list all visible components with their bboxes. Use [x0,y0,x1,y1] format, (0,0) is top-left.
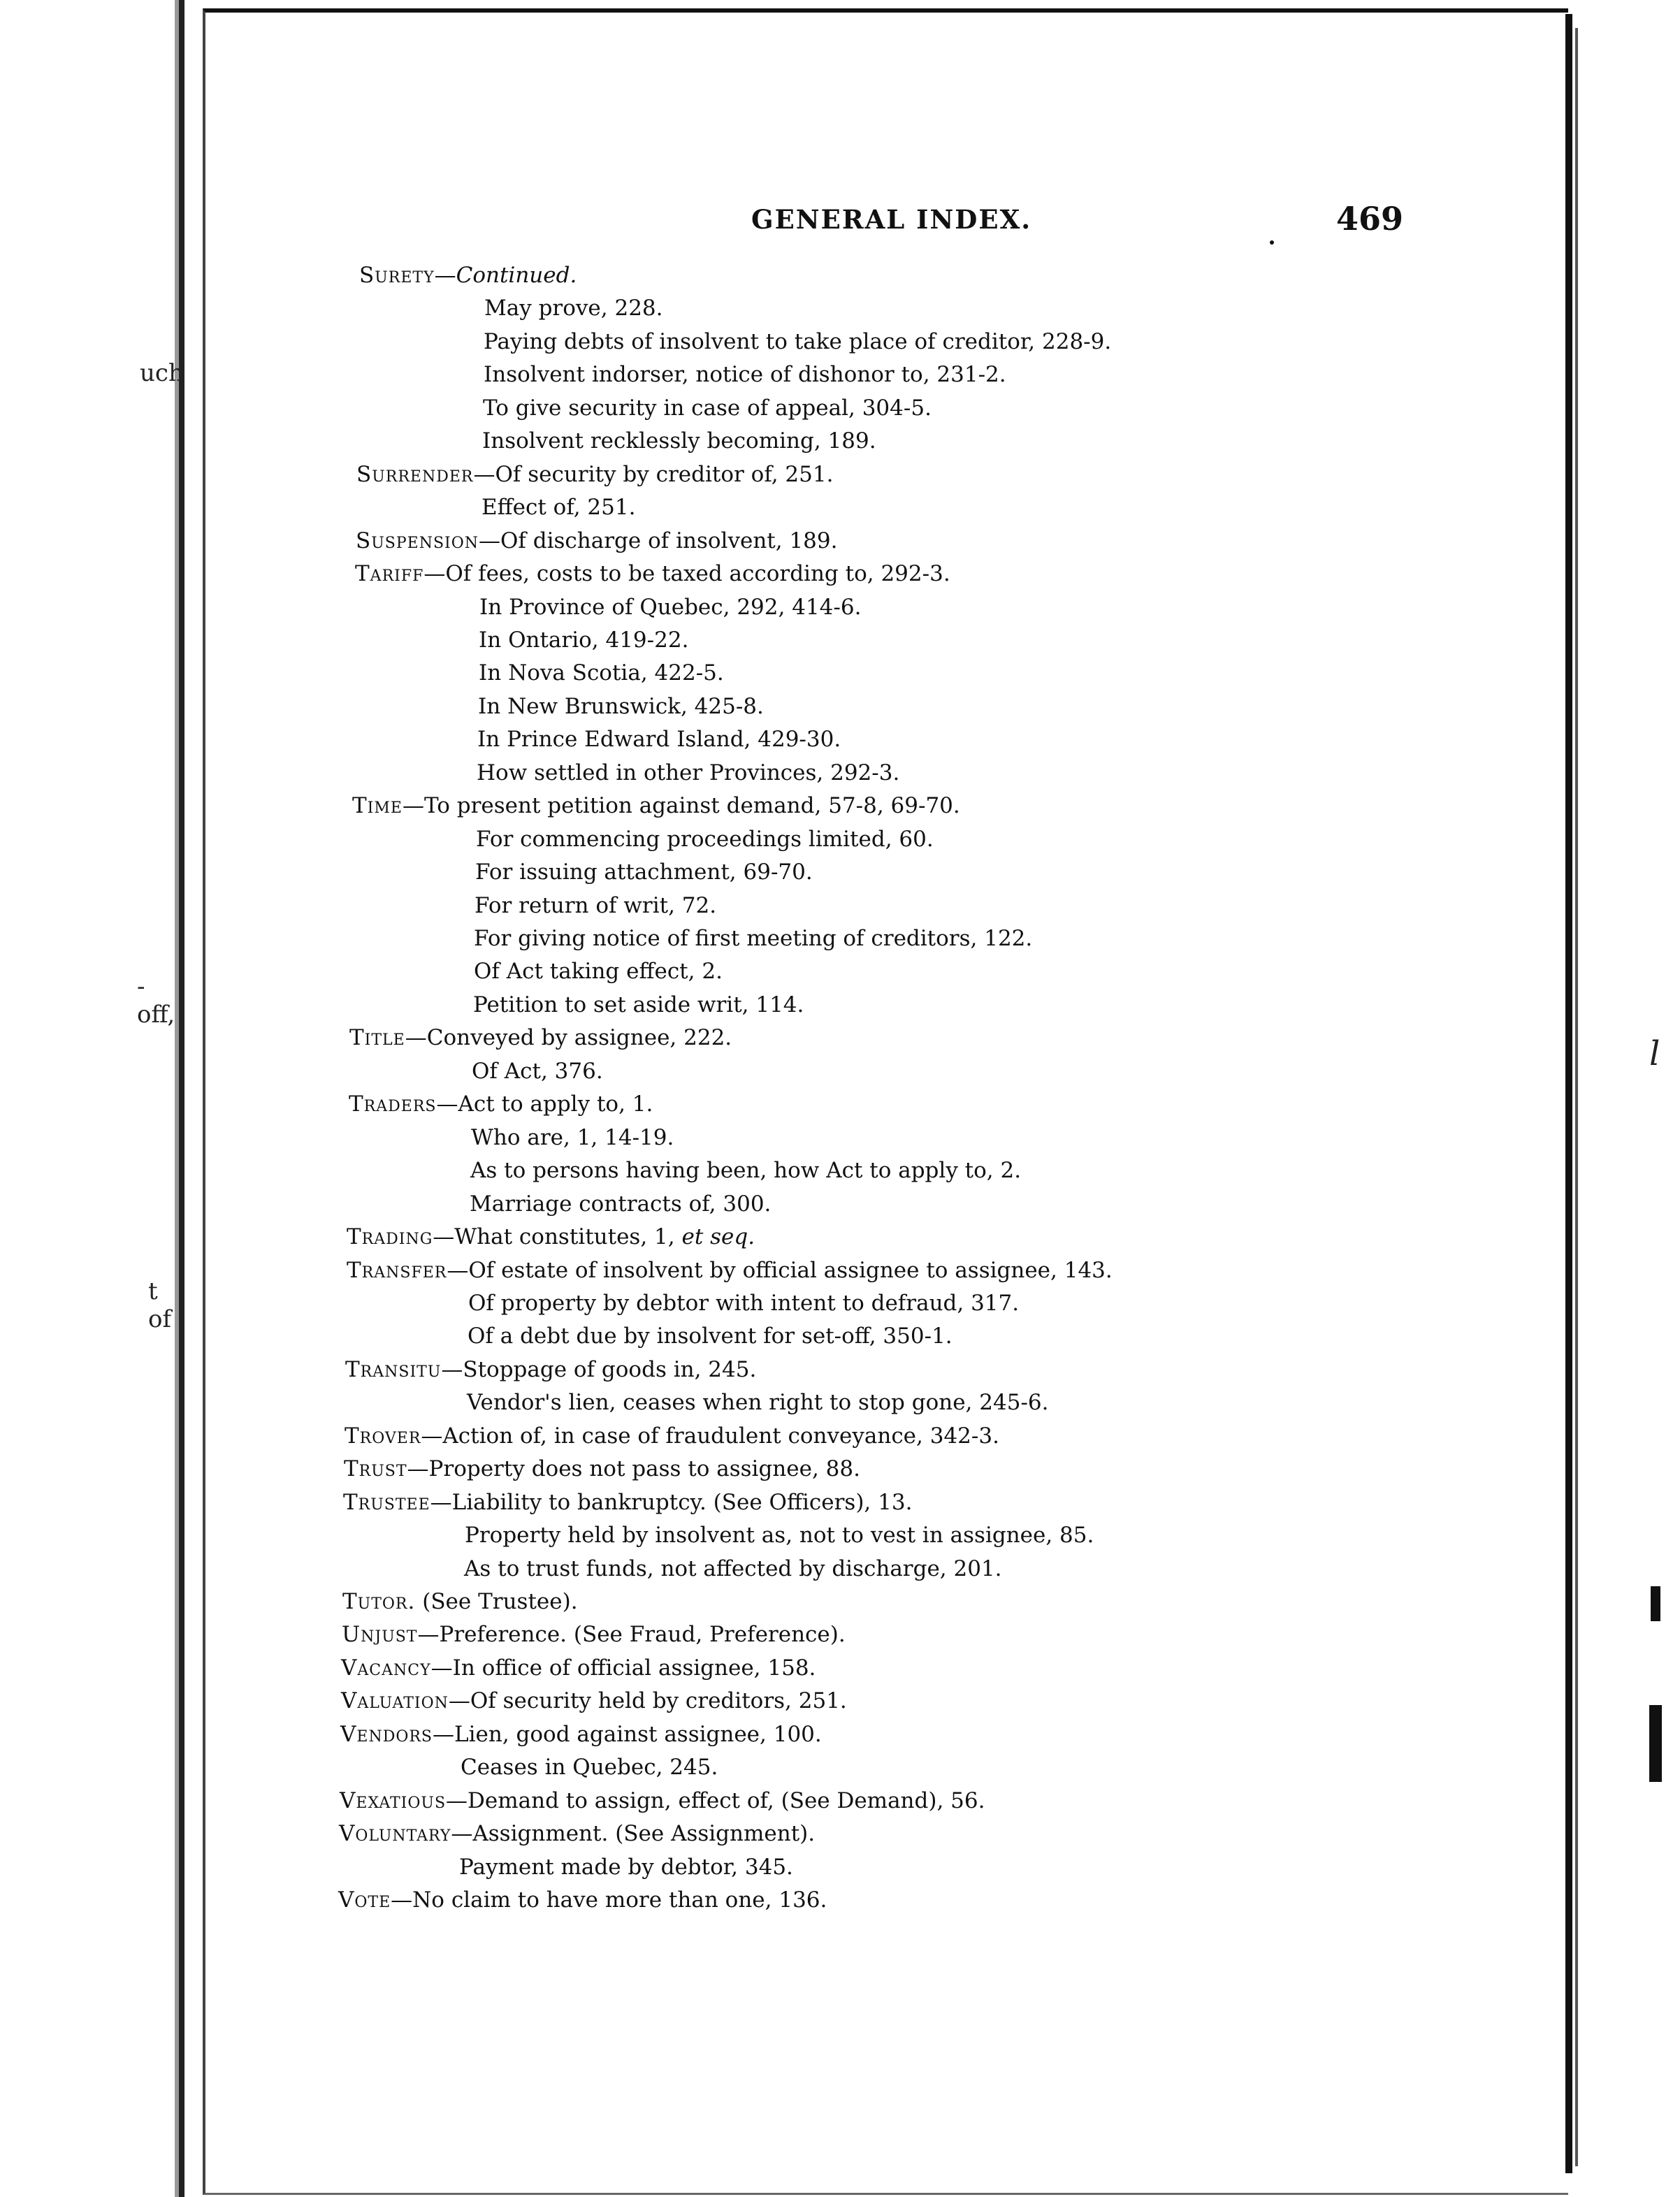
index-text: As to persons having been, how Act to apply to, 2. [470,1158,1022,1183]
term-dash: — [405,1025,427,1050]
index-text: Marriage contracts of, 300. [470,1191,772,1217]
index-term: Vexatious [340,1788,447,1813]
index-text: No claim to have more than one, 136. [412,1887,827,1913]
index-subentry [473,991,804,1019]
term-dash: — [441,1357,463,1382]
index-term: Trustee [343,1490,430,1515]
index-term: Unjust [342,1622,418,1647]
index-subentry [478,693,764,720]
margin-fragment: t of [148,1277,172,1333]
term-dash: — [391,1887,413,1913]
index-entry [341,1654,816,1682]
index-italic-text: et seq. [681,1224,755,1249]
index-subentry [476,825,934,853]
index-subentry [468,1289,1019,1317]
term-dash: — [430,1655,453,1681]
term-dash: — [407,1456,429,1481]
index-subentry [481,493,635,521]
stray-mark: l [1649,1034,1660,1073]
index-text: Act to apply to, 1. [458,1092,653,1117]
index-text: (See Trustee). [422,1589,578,1614]
index-entry [344,1455,860,1483]
index-subentry [484,294,663,322]
index-subentry [475,858,813,886]
stray-mark [1649,1705,1662,1782]
margin-fragment: -off, [137,973,175,1029]
index-text: Of fees, costs to be taxed according to, 292-3. [445,561,950,586]
index-text: Of a debt due by insolvent for set-off, 350-1. [468,1324,953,1349]
page-number: 469 [1336,200,1404,238]
index-subentry [479,659,724,687]
index-text: Of discharge of insolvent, 189. [500,528,838,553]
index-entry [355,560,950,588]
stray-dot [1270,240,1274,245]
index-subentry [477,725,841,753]
index-text: In New Brunswick, 425-8. [478,694,764,719]
index-text: Stoppage of goods in, 245. [463,1357,757,1382]
index-text: Of Act taking effect, 2. [474,959,723,984]
index-text: Ceases in Quebec, 245. [461,1755,718,1780]
index-text: For giving notice of first meeting of creditors, 122. [474,926,1033,951]
index-subentry [479,593,861,621]
term-dash: — [402,793,424,818]
index-term: Surrender [356,462,474,487]
index-entry [340,1787,985,1815]
index-text: Liability to bankruptcy. (See Officers), 13. [451,1490,913,1515]
index-entry [338,1886,827,1914]
index-text: Payment made by debtor, 345. [459,1855,793,1880]
index-text: For return of writ, 72. [475,893,717,918]
index-text: Who are, 1, 14-19. [471,1125,674,1150]
index-term: Tutor. [342,1589,416,1614]
index-entry [359,261,577,289]
index-term: Transfer [347,1258,447,1283]
index-entry [356,527,837,555]
page-edge-shadow [1565,14,1572,2173]
index-text: Paying debts of insolvent to take place of creditor, 228-9. [484,329,1112,354]
term-dash: — [433,1722,455,1747]
index-term: Trover [345,1423,421,1449]
index-text: Preference. (See Fraud, Preference). [439,1622,846,1647]
index-subentry [475,892,716,920]
index-text: To give security in case of appeal, 304-5. [483,396,932,421]
index-text: Petition to set aside writ, 114. [473,992,804,1017]
index-term: Traders [349,1092,437,1117]
margin-fragment: uch [140,359,184,387]
index-text: Of security by creditor of, 251. [495,462,834,487]
index-subentry [470,1156,1021,1184]
index-subentry [484,361,1006,389]
index-entry [341,1687,847,1715]
index-term: Vote [338,1887,391,1913]
index-entry [340,1720,822,1748]
term-dash [415,1589,422,1614]
index-term: Vendors [340,1722,433,1747]
index-subentry [479,626,688,654]
index-text: Insolvent indorser, notice of dishonor to, 231-2. [484,362,1006,387]
index-text: In Ontario, 419-22. [479,628,689,653]
index-text: In Province of Quebec, 292, 414-6. [479,595,862,620]
index-term: Vacancy [341,1655,431,1681]
index-text: Insolvent recklessly becoming, 189. [482,428,876,454]
index-subentry [465,1521,1094,1549]
index-subentry [459,1853,793,1881]
index-entry [349,1024,732,1052]
term-dash: — [421,1423,443,1449]
term-dash: — [434,263,456,288]
index-text: Of Act, 376. [472,1059,603,1084]
index-entry [345,1422,999,1450]
index-entry [342,1588,578,1616]
index-entry [349,1090,653,1118]
term-dash: — [417,1622,440,1647]
index-subentry [474,925,1032,952]
index-term: Title [349,1025,405,1050]
index-text: Conveyed by assignee, 222. [426,1025,732,1050]
term-dash: — [430,1490,452,1515]
index-text: What constitutes, 1, [454,1224,682,1249]
index-subentry [468,1322,953,1350]
facing-page-edge [0,0,184,2197]
term-dash: — [423,561,446,586]
index-term: Time [352,793,403,818]
page-edge-shadow [1575,28,1578,2166]
index-subentry [461,1753,718,1781]
stray-mark [1651,1586,1660,1621]
index-text: For commencing proceedings limited, 60. [476,827,934,852]
index-text: To present petition against demand, 57-8, 69-70. [423,793,960,818]
index-entry [343,1488,912,1516]
term-dash: — [446,1788,468,1813]
index-text: Of estate of insolvent by official assignee to assignee, 143. [468,1258,1113,1283]
index-term: Suspension [356,528,479,553]
index-subentry [484,328,1111,356]
index-text: Action of, in case of fraudulent conveyance, 342-3. [442,1423,999,1449]
index-term: Valuation [341,1688,449,1713]
index-text: Vendor's lien, ceases when right to stop gone, 245-6. [467,1390,1049,1415]
index-entry [347,1256,1113,1284]
index-text: How settled in other Provinces, 292-3. [477,760,900,785]
index-text: In Prince Edward Island, 429-30. [477,727,841,752]
index-entry [352,792,960,820]
term-dash: — [433,1224,455,1249]
index-subentry [470,1190,771,1218]
index-term: Tariff [355,561,424,586]
running-head: GENERAL INDEX. [751,204,1032,235]
term-dash: — [447,1258,469,1283]
term-dash: — [473,462,495,487]
index-text: In office of official assignee, 158. [452,1655,816,1681]
index-text: Of property by debtor with intent to defraud, 317. [468,1291,1020,1316]
index-entry [342,1620,846,1648]
term-dash: — [479,528,501,553]
term-dash: — [436,1092,458,1117]
index-text: May prove, 228. [484,296,663,321]
index-subentry [472,1057,603,1085]
index-text: Effect of, 251. [481,495,636,520]
index-subentry [464,1555,1002,1583]
index-subentry [477,759,899,787]
index-subentry [471,1124,674,1152]
index-entry [339,1820,815,1848]
index-term: Trust [344,1456,407,1481]
index-text: Assignment. (See Assignment). [472,1821,816,1846]
index-subentry [483,394,932,422]
index-subentry [482,427,876,455]
index-text: Continued. [456,263,577,288]
index-text: Property held by insolvent as, not to vest in assignee, 85. [465,1523,1094,1548]
term-dash: — [451,1821,473,1846]
index-text: Lien, good against assignee, 100. [454,1722,822,1747]
index-text: For issuing attachment, 69-70. [475,860,813,885]
index-text: Property does not pass to assignee, 88. [428,1456,860,1481]
index-text: Of security held by creditors, 251. [470,1688,847,1713]
index-text: In Nova Scotia, 422-5. [479,660,724,686]
index-text: Demand to assign, effect of, (See Demand), 56. [468,1788,985,1813]
term-dash: — [448,1688,470,1713]
index-term: Trading [347,1224,433,1249]
index-term: Transitu [345,1357,442,1382]
index-subentry [474,957,723,985]
index-entry [345,1356,756,1384]
index-term: Surety [359,263,435,288]
index-entry [347,1223,755,1251]
index-term: Voluntary [339,1821,451,1846]
index-subentry [467,1388,1049,1416]
index-text: As to trust funds, not affected by discharge, 201. [464,1556,1002,1581]
index-entry [356,461,833,488]
